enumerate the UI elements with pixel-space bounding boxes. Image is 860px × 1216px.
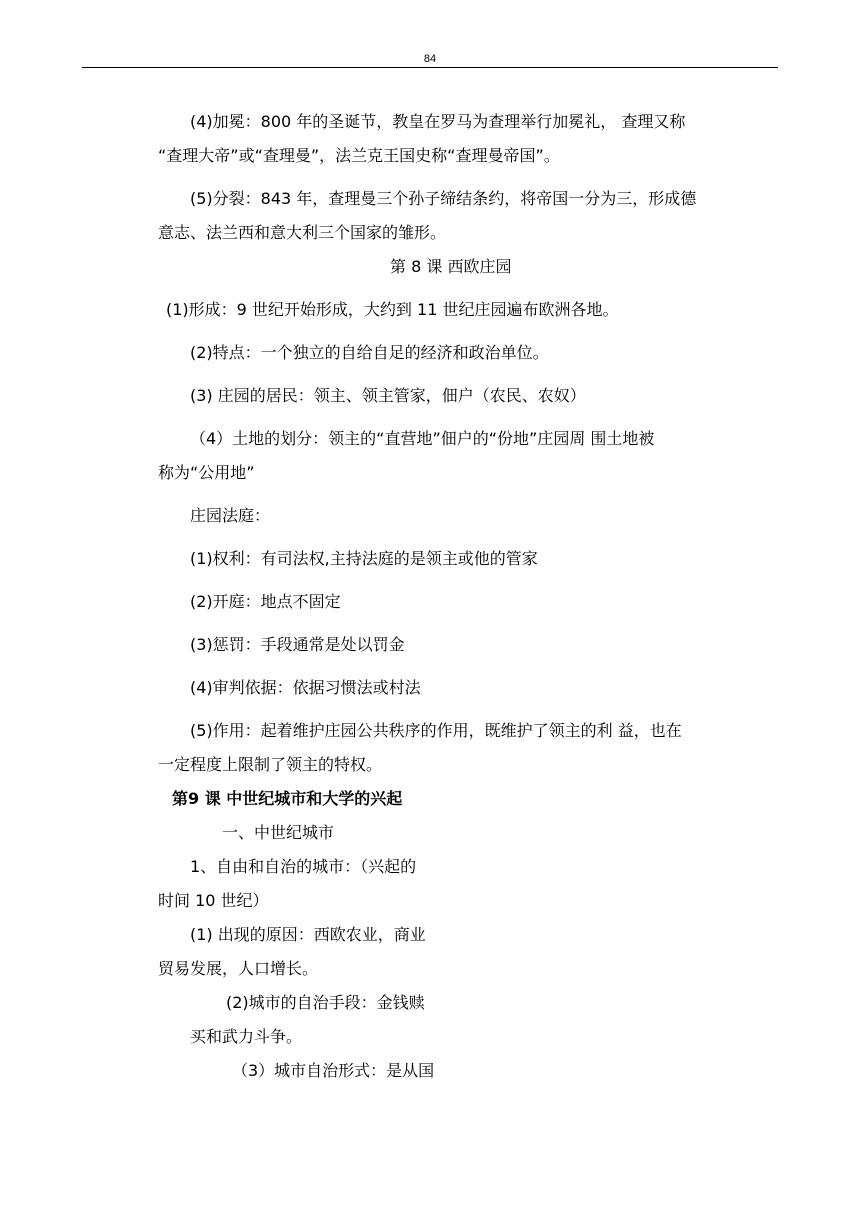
text-line: 贸易发展，人口增长。 (158, 959, 319, 978)
text-line: 一、中世纪城市 (222, 823, 335, 842)
text-line: （3）城市自治形式：是从国 (232, 1061, 435, 1080)
page-number: 84 (423, 53, 437, 65)
text-line: 第 8 课 西欧庄园 (390, 257, 512, 276)
text-line: (1)权利：有司法权,主持法庭的是领主或他的管家 (190, 549, 538, 568)
text-line: (4)加冕：800 年的圣诞节，教皇在罗马为查理举行加冕礼， 查理又称 (190, 112, 686, 131)
text-line: 第9 课 中世纪城市和大学的兴起 (172, 789, 403, 808)
text-line: 庄园法庭： (190, 506, 271, 525)
text-line: (5)作用：起着维护庄园公共秩序的作用，既维护了领主的利 益，也在 (190, 721, 682, 740)
text-line: (2)城市的自治手段：金钱赎 (226, 993, 425, 1012)
text-line: (2)开庭：地点不固定 (190, 592, 341, 611)
text-line: 意志、法兰西和意大利三个国家的雏形。 (158, 223, 447, 242)
text-line: “查理大帝”或“查理曼”，法兰克王国史称“查理曼帝国”。 (158, 146, 560, 165)
text-line: (3)惩罚：手段通常是处以罚金 (190, 635, 405, 654)
text-line: 称为“公用地” (158, 463, 255, 482)
text-line: 一定程度上限制了领主的特权。 (158, 755, 383, 774)
text-line: (2)特点：一个独立的自给自足的经济和政治单位。 (190, 343, 549, 362)
text-line: 时间 10 世纪） (158, 891, 269, 910)
text-line: （4）土地的划分：领主的“直营地”佃户的“份地”庄园周 围土地被 (190, 429, 655, 448)
text-line: (4)审判依据：依据习惯法或村法 (190, 678, 421, 697)
text-line: (1)形成：9 世纪开始形成，大约到 11 世纪庄园遍布欧洲各地。 (166, 300, 619, 319)
text-line: (5)分裂：843 年，查理曼三个孙子缔结条约，将帝国一分为三，形成德 (190, 189, 697, 208)
text-line: 1、自由和自治的城市：（兴起的 (190, 857, 417, 876)
text-line: (1) 出现的原因：西欧农业，商业 (190, 925, 426, 944)
text-line: 买和武力斗争。 (190, 1027, 303, 1046)
text-line: (3) 庄园的居民：领主、领主管家，佃户（农民、农奴） (190, 386, 586, 405)
header-rule (82, 67, 778, 68)
